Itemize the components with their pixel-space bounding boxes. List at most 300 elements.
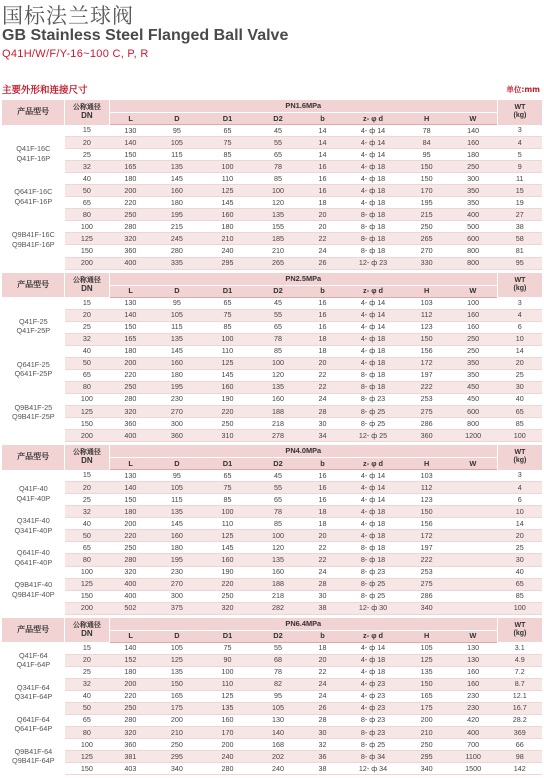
model-name: Q341F-40 bbox=[16, 516, 50, 526]
value-cell: 4- ф 14 bbox=[342, 321, 405, 333]
value-cell: 28.2 bbox=[497, 714, 542, 726]
value-cell: 145 bbox=[202, 542, 253, 554]
dn-cell: 32 bbox=[65, 161, 109, 173]
header-col: H bbox=[404, 630, 448, 642]
value-cell: 250 bbox=[109, 381, 151, 393]
model-name: Q9B41F-25P bbox=[12, 412, 55, 422]
value-cell: 155 bbox=[253, 221, 304, 233]
value-cell: 250 bbox=[109, 209, 151, 221]
value-cell: 40 bbox=[497, 393, 542, 405]
value-cell: 12- ф 30 bbox=[342, 602, 405, 614]
table-row bbox=[2, 125, 542, 137]
header-col: D2 bbox=[253, 113, 304, 125]
dn-cell: 200 bbox=[65, 602, 109, 614]
value-cell: 360 bbox=[109, 418, 151, 430]
table-row bbox=[2, 161, 542, 173]
value-cell: 32 bbox=[303, 739, 341, 751]
value-cell: 168 bbox=[253, 739, 304, 751]
dn-cell: 20 bbox=[65, 309, 109, 321]
table-row bbox=[2, 221, 542, 233]
value-cell: 300 bbox=[152, 590, 203, 602]
value-cell: 20 bbox=[497, 357, 542, 369]
header-col: b bbox=[303, 113, 341, 125]
value-cell: 66 bbox=[497, 739, 542, 751]
value-cell: 600 bbox=[449, 405, 498, 417]
header-col: D2 bbox=[253, 285, 304, 297]
value-cell: 360 bbox=[109, 739, 151, 751]
value-cell: 200 bbox=[404, 714, 448, 726]
value-cell: 160 bbox=[152, 357, 203, 369]
table-row bbox=[2, 470, 542, 482]
table-row bbox=[2, 381, 542, 393]
table-row bbox=[2, 690, 542, 702]
table-row bbox=[2, 257, 542, 269]
value-cell: 45 bbox=[253, 125, 304, 137]
value-cell: 160 bbox=[202, 714, 253, 726]
table-row bbox=[2, 233, 542, 245]
value-cell: 4- ф 23 bbox=[342, 690, 405, 702]
table-row bbox=[2, 197, 542, 209]
value-cell: 160 bbox=[449, 137, 498, 149]
value-cell: 210 bbox=[253, 245, 304, 257]
model-group bbox=[2, 715, 65, 734]
value-cell: 3 bbox=[497, 297, 542, 309]
value-cell: 8- ф 18 bbox=[342, 209, 405, 221]
value-cell: 78 bbox=[253, 161, 304, 173]
value-cell: 4- ф 14 bbox=[342, 149, 405, 161]
value-cell: 36 bbox=[303, 751, 341, 763]
dn-cell: 125 bbox=[65, 233, 109, 245]
pressure-block bbox=[2, 618, 542, 776]
value-cell: 700 bbox=[449, 739, 498, 751]
value-cell: 105 bbox=[152, 482, 203, 494]
model-group bbox=[2, 360, 65, 379]
value-cell: 160 bbox=[152, 185, 203, 197]
value-cell: 156 bbox=[404, 345, 448, 357]
value-cell: 18 bbox=[303, 518, 341, 530]
model-group bbox=[2, 317, 65, 336]
value-cell: 240 bbox=[253, 763, 304, 775]
table-row bbox=[2, 666, 542, 678]
value-cell: 165 bbox=[404, 690, 448, 702]
value-cell: 140 bbox=[253, 727, 304, 739]
dn-cell: 65 bbox=[65, 369, 109, 381]
model-group bbox=[2, 548, 65, 567]
value-cell: 115 bbox=[152, 494, 203, 506]
model-group bbox=[2, 516, 65, 535]
value-cell: 100 bbox=[449, 297, 498, 309]
value-cell: 286 bbox=[404, 590, 448, 602]
value-cell: 20 bbox=[303, 357, 341, 369]
value-cell: 4 bbox=[497, 137, 542, 149]
value-cell: 250 bbox=[404, 221, 448, 233]
model-name: Q641F-25 bbox=[16, 359, 50, 369]
value-cell: 115 bbox=[152, 149, 203, 161]
header-pressure: PN1.6MPa bbox=[109, 100, 497, 113]
value-cell: 75 bbox=[202, 309, 253, 321]
value-cell: 160 bbox=[152, 530, 203, 542]
dn-cell: 150 bbox=[65, 590, 109, 602]
value-cell: 195 bbox=[404, 197, 448, 209]
value-cell: 140 bbox=[109, 309, 151, 321]
value-cell: 200 bbox=[109, 357, 151, 369]
value-cell: 123 bbox=[404, 494, 448, 506]
value-cell: 24 bbox=[303, 678, 341, 690]
value-cell: 4 bbox=[497, 482, 542, 494]
value-cell: 68 bbox=[253, 654, 304, 666]
value-cell: 8- ф 18 bbox=[342, 554, 405, 566]
value-cell: 8- ф 18 bbox=[342, 369, 405, 381]
value-cell: 16 bbox=[303, 297, 341, 309]
value-cell: 180 bbox=[152, 369, 203, 381]
table-row bbox=[2, 345, 542, 357]
value-cell: 9 bbox=[497, 161, 542, 173]
value-cell: 150 bbox=[109, 149, 151, 161]
value-cell: 16 bbox=[303, 173, 341, 185]
title-en: GB Stainless Steel Flanged Ball Valve bbox=[2, 27, 289, 44]
value-cell: 300 bbox=[152, 418, 203, 430]
unit-label: 单位:mm bbox=[506, 85, 540, 94]
value-cell: 65 bbox=[253, 321, 304, 333]
dn-cell: 40 bbox=[65, 173, 109, 185]
header-col: z- φ d bbox=[342, 113, 405, 125]
value-cell: 230 bbox=[152, 566, 203, 578]
value-cell: 220 bbox=[202, 578, 253, 590]
value-cell: 330 bbox=[404, 257, 448, 269]
value-cell: 10 bbox=[497, 333, 542, 345]
value-cell: 275 bbox=[404, 578, 448, 590]
header-col: H bbox=[404, 285, 448, 297]
value-cell: 125 bbox=[202, 357, 253, 369]
value-cell bbox=[449, 482, 498, 494]
value-cell: 150 bbox=[404, 173, 448, 185]
value-cell: 103 bbox=[404, 470, 448, 482]
model-name: Q41F-16C bbox=[16, 144, 51, 154]
value-cell: 280 bbox=[202, 763, 253, 775]
value-cell: 125 bbox=[202, 530, 253, 542]
model-name: Q9B41F-64 bbox=[14, 746, 53, 756]
dn-cell: 65 bbox=[65, 542, 109, 554]
value-cell: 240 bbox=[202, 751, 253, 763]
value-cell: 197 bbox=[404, 542, 448, 554]
value-cell: 4 bbox=[497, 309, 542, 321]
value-cell: 18 bbox=[303, 197, 341, 209]
dn-cell: 150 bbox=[65, 245, 109, 257]
value-cell: 200 bbox=[109, 518, 151, 530]
value-cell: 381 bbox=[109, 751, 151, 763]
value-cell: 8- ф 25 bbox=[342, 418, 405, 430]
value-cell: 156 bbox=[404, 518, 448, 530]
header-weight: WT (kg) bbox=[497, 100, 542, 125]
table-row bbox=[2, 566, 542, 578]
value-cell: 55 bbox=[253, 482, 304, 494]
value-cell: 100 bbox=[202, 666, 253, 678]
model-name: Q341F-64P bbox=[14, 692, 53, 702]
value-cell: 78 bbox=[404, 125, 448, 137]
value-cell: 22 bbox=[303, 369, 341, 381]
value-cell: 12- ф 25 bbox=[342, 430, 405, 442]
header-col: b bbox=[303, 285, 341, 297]
header-col: W bbox=[449, 458, 498, 470]
value-cell: 320 bbox=[109, 405, 151, 417]
value-cell: 125 bbox=[202, 185, 253, 197]
header-col: W bbox=[449, 285, 498, 297]
value-cell: 4- ф 23 bbox=[342, 702, 405, 714]
value-cell: 320 bbox=[109, 233, 151, 245]
value-cell: 85 bbox=[253, 518, 304, 530]
value-cell: 105 bbox=[404, 642, 448, 654]
header-col: D bbox=[152, 458, 203, 470]
value-cell: 320 bbox=[109, 566, 151, 578]
value-cell: 135 bbox=[253, 381, 304, 393]
table-row bbox=[2, 642, 542, 654]
value-cell: 188 bbox=[253, 405, 304, 417]
value-cell: 125 bbox=[152, 654, 203, 666]
dn-cell: 25 bbox=[65, 666, 109, 678]
value-cell bbox=[449, 506, 498, 518]
value-cell: 100 bbox=[497, 430, 542, 442]
table-row bbox=[2, 369, 542, 381]
value-cell: 340 bbox=[152, 763, 203, 775]
value-cell: 403 bbox=[109, 763, 151, 775]
value-cell: 165 bbox=[109, 333, 151, 345]
value-cell: 400 bbox=[449, 727, 498, 739]
model-name: Q9B41F-40 bbox=[14, 580, 53, 590]
value-cell: 200 bbox=[202, 739, 253, 751]
value-cell: 65 bbox=[497, 578, 542, 590]
value-cell: 215 bbox=[404, 209, 448, 221]
value-cell: 16.7 bbox=[497, 702, 542, 714]
value-cell: 16 bbox=[303, 161, 341, 173]
value-cell: 140 bbox=[449, 125, 498, 137]
model-name: Q641F-40P bbox=[14, 557, 53, 567]
value-cell: 4- ф 18 bbox=[342, 185, 405, 197]
table-row bbox=[2, 405, 542, 417]
value-cell: 160 bbox=[253, 566, 304, 578]
value-cell: 25 bbox=[497, 369, 542, 381]
model-name: Q9B41F-16C bbox=[11, 230, 55, 240]
value-cell: 8- ф 18 bbox=[342, 221, 405, 233]
value-cell: 295 bbox=[404, 751, 448, 763]
header-col: b bbox=[303, 630, 341, 642]
value-cell: 20 bbox=[303, 209, 341, 221]
value-cell: 26 bbox=[303, 257, 341, 269]
value-cell: 135 bbox=[152, 161, 203, 173]
value-cell: 3 bbox=[497, 470, 542, 482]
value-cell: 160 bbox=[202, 554, 253, 566]
value-cell: 8- ф 18 bbox=[342, 381, 405, 393]
value-cell: 85 bbox=[202, 149, 253, 161]
dn-cell: 65 bbox=[65, 714, 109, 726]
value-cell: 95 bbox=[152, 297, 203, 309]
value-cell: 335 bbox=[152, 257, 203, 269]
value-cell: 135 bbox=[404, 666, 448, 678]
value-cell: 140 bbox=[109, 642, 151, 654]
dn-cell: 125 bbox=[65, 751, 109, 763]
value-cell: 20 bbox=[303, 530, 341, 542]
value-cell: 8- ф 18 bbox=[342, 245, 405, 257]
value-cell: 4- ф 18 bbox=[342, 518, 405, 530]
value-cell: 145 bbox=[152, 518, 203, 530]
value-cell: 170 bbox=[202, 727, 253, 739]
value-cell: 230 bbox=[449, 702, 498, 714]
dn-cell: 15 bbox=[65, 642, 109, 654]
table-row bbox=[2, 185, 542, 197]
value-cell: 120 bbox=[253, 369, 304, 381]
table-row bbox=[2, 654, 542, 666]
header-model: 产品型号 bbox=[2, 273, 65, 298]
value-cell: 105 bbox=[152, 642, 203, 654]
table-row bbox=[2, 149, 542, 161]
value-cell: 400 bbox=[109, 578, 151, 590]
value-cell: 65 bbox=[202, 125, 253, 137]
value-cell: 135 bbox=[152, 506, 203, 518]
dn-cell: 100 bbox=[65, 739, 109, 751]
table-row bbox=[2, 418, 542, 430]
value-cell: 135 bbox=[152, 666, 203, 678]
value-cell: 14 bbox=[303, 149, 341, 161]
value-cell bbox=[449, 542, 498, 554]
value-cell: 360 bbox=[152, 430, 203, 442]
value-cell: 1200 bbox=[449, 430, 498, 442]
value-cell: 85 bbox=[253, 173, 304, 185]
value-cell: 275 bbox=[404, 405, 448, 417]
value-cell: 160 bbox=[202, 381, 253, 393]
model-name: Q41F-64 bbox=[18, 650, 48, 660]
value-cell: 450 bbox=[449, 393, 498, 405]
value-cell: 4- ф 18 bbox=[342, 161, 405, 173]
value-cell bbox=[449, 566, 498, 578]
pressure-block bbox=[2, 445, 542, 615]
dn-cell: 80 bbox=[65, 381, 109, 393]
value-cell bbox=[449, 602, 498, 614]
value-cell: 28 bbox=[303, 405, 341, 417]
table-row bbox=[2, 506, 542, 518]
value-cell: 200 bbox=[152, 714, 203, 726]
value-cell: 195 bbox=[152, 381, 203, 393]
value-cell: 8- ф 18 bbox=[342, 542, 405, 554]
dn-cell: 32 bbox=[65, 678, 109, 690]
header-model: 产品型号 bbox=[2, 100, 65, 125]
title-cn: 国标法兰球阀 bbox=[2, 4, 134, 28]
value-cell: 270 bbox=[404, 245, 448, 257]
dn-cell: 50 bbox=[65, 530, 109, 542]
value-cell: 130 bbox=[109, 297, 151, 309]
value-cell: 12.1 bbox=[497, 690, 542, 702]
header-col: D2 bbox=[253, 458, 304, 470]
dn-cell: 40 bbox=[65, 518, 109, 530]
value-cell: 253 bbox=[404, 393, 448, 405]
value-cell: 800 bbox=[449, 257, 498, 269]
model-group bbox=[2, 187, 65, 206]
dn-cell: 125 bbox=[65, 405, 109, 417]
value-cell: 218 bbox=[253, 418, 304, 430]
value-cell: 28 bbox=[303, 714, 341, 726]
value-cell: 4- ф 18 bbox=[342, 666, 405, 678]
value-cell: 14 bbox=[497, 518, 542, 530]
model-name: Q41F-25 bbox=[18, 316, 48, 326]
value-cell: 400 bbox=[109, 257, 151, 269]
model-group bbox=[2, 651, 65, 670]
value-cell: 85 bbox=[497, 418, 542, 430]
table-row bbox=[2, 173, 542, 185]
dn-cell: 125 bbox=[65, 578, 109, 590]
dn-cell: 100 bbox=[65, 566, 109, 578]
value-cell: 250 bbox=[202, 590, 253, 602]
value-cell: 210 bbox=[202, 233, 253, 245]
value-cell: 500 bbox=[449, 221, 498, 233]
value-cell: 75 bbox=[202, 482, 253, 494]
value-cell: 58 bbox=[497, 233, 542, 245]
model-name: Q641F-25P bbox=[14, 369, 53, 379]
value-cell: 4- ф 14 bbox=[342, 297, 405, 309]
model-name: Q9B41F-64P bbox=[12, 756, 55, 766]
value-cell: 15 bbox=[497, 185, 542, 197]
value-cell: 310 bbox=[202, 430, 253, 442]
value-cell: 4- ф 14 bbox=[342, 482, 405, 494]
value-cell: 4- ф 18 bbox=[342, 345, 405, 357]
value-cell: 22 bbox=[303, 542, 341, 554]
header-col: z- φ d bbox=[342, 458, 405, 470]
value-cell: 250 bbox=[152, 739, 203, 751]
value-cell: 200 bbox=[109, 678, 151, 690]
model-cell bbox=[2, 642, 65, 775]
value-cell: 282 bbox=[253, 602, 304, 614]
value-cell: 8- ф 23 bbox=[342, 566, 405, 578]
value-cell: 123 bbox=[404, 321, 448, 333]
value-cell: 4- ф 14 bbox=[342, 137, 405, 149]
value-cell: 20 bbox=[303, 654, 341, 666]
dn-cell: 50 bbox=[65, 357, 109, 369]
table-row bbox=[2, 702, 542, 714]
value-cell: 65 bbox=[202, 297, 253, 309]
value-cell: 27 bbox=[497, 209, 542, 221]
value-cell: 82 bbox=[253, 678, 304, 690]
table-row bbox=[2, 578, 542, 590]
header-col: D1 bbox=[202, 285, 253, 297]
value-cell: 4- ф 18 bbox=[342, 173, 405, 185]
value-cell: 230 bbox=[449, 690, 498, 702]
value-cell: 350 bbox=[449, 369, 498, 381]
header-col: D1 bbox=[202, 113, 253, 125]
value-cell: 160 bbox=[449, 321, 498, 333]
value-cell: 150 bbox=[404, 333, 448, 345]
dimension-table bbox=[2, 100, 542, 270]
model-cell bbox=[2, 125, 65, 270]
header-col: D bbox=[152, 113, 203, 125]
value-cell: 4- ф 18 bbox=[342, 654, 405, 666]
header-col: z- φ d bbox=[342, 285, 405, 297]
value-cell: 160 bbox=[202, 209, 253, 221]
value-cell: 3.1 bbox=[497, 642, 542, 654]
value-cell bbox=[449, 590, 498, 602]
value-cell: 502 bbox=[109, 602, 151, 614]
model-name: Q341F-64 bbox=[16, 682, 50, 692]
value-cell: 197 bbox=[404, 369, 448, 381]
value-cell: 1500 bbox=[449, 763, 498, 775]
value-cell: 22 bbox=[303, 554, 341, 566]
value-cell: 8- ф 23 bbox=[342, 727, 405, 739]
model-group bbox=[2, 580, 65, 599]
table-row bbox=[2, 751, 542, 763]
header-col: W bbox=[449, 113, 498, 125]
value-cell: 20 bbox=[497, 530, 542, 542]
value-cell: 22 bbox=[303, 381, 341, 393]
value-cell: 6 bbox=[497, 494, 542, 506]
value-cell: 125 bbox=[404, 654, 448, 666]
value-cell: 270 bbox=[152, 578, 203, 590]
dn-cell: 80 bbox=[65, 554, 109, 566]
